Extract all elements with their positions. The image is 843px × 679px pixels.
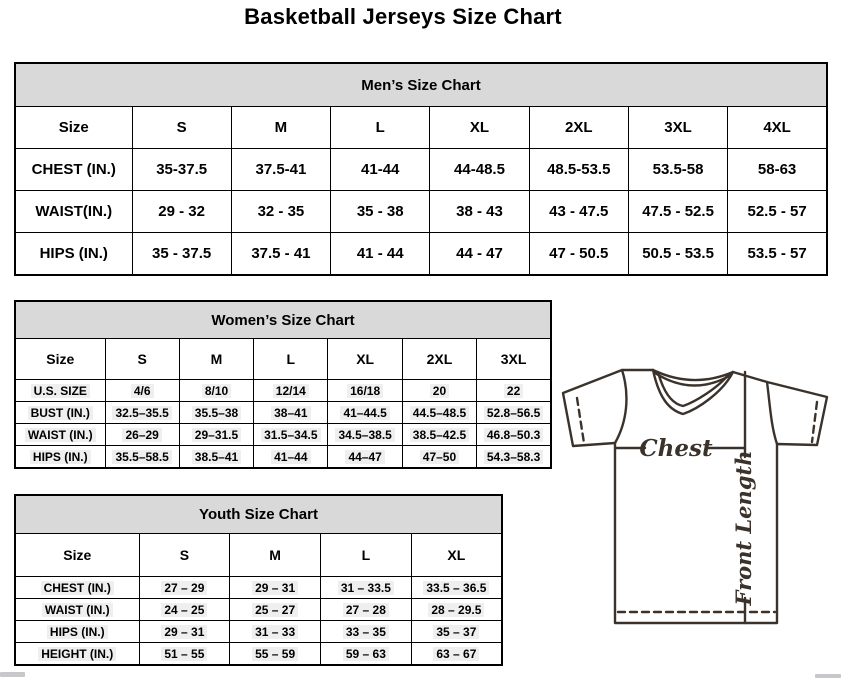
value-cell: 32 - 35 bbox=[231, 191, 330, 233]
value-cell: 44 - 47 bbox=[430, 233, 529, 276]
value-cell: 43 - 47.5 bbox=[529, 191, 628, 233]
women-measurement-row bbox=[15, 380, 551, 402]
value-cell: 38 - 43 bbox=[430, 191, 529, 233]
womens-size-table bbox=[14, 300, 552, 469]
size-column-header: XL bbox=[430, 107, 529, 149]
youth-size-header-row bbox=[15, 534, 502, 577]
value-cell: 26–29 bbox=[105, 424, 179, 446]
page-title: Basketball Jerseys Size Chart bbox=[244, 4, 562, 29]
value-cell: 52.5 - 57 bbox=[728, 191, 827, 233]
size-column-header: S bbox=[139, 534, 230, 577]
value-cell: 47 - 50.5 bbox=[529, 233, 628, 276]
front-length-label: Front Length bbox=[731, 450, 756, 606]
value-cell: 25 – 27 bbox=[230, 599, 321, 621]
value-cell: 35 - 37.5 bbox=[132, 233, 231, 276]
women-table-title: Women’s Size Chart bbox=[15, 301, 551, 339]
men-size-header-row bbox=[15, 107, 827, 149]
jersey-diagram bbox=[555, 360, 840, 645]
row-label: HEIGHT (IN.) bbox=[15, 643, 139, 666]
value-cell: 53.5 - 57 bbox=[728, 233, 827, 276]
value-cell: 27 – 28 bbox=[321, 599, 412, 621]
size-column-header: M bbox=[230, 534, 321, 577]
value-cell: 53.5-58 bbox=[628, 149, 727, 191]
value-cell: 29 – 31 bbox=[139, 621, 230, 643]
mens-size-table bbox=[14, 62, 828, 276]
value-cell: 44.5–48.5 bbox=[402, 402, 476, 424]
youth-measurement-row bbox=[15, 643, 502, 666]
value-cell: 52.8–56.5 bbox=[477, 402, 551, 424]
youth-measurement-row bbox=[15, 621, 502, 643]
value-cell: 50.5 - 53.5 bbox=[628, 233, 727, 276]
value-cell: 47–50 bbox=[402, 446, 476, 469]
size-column-header: S bbox=[132, 107, 231, 149]
value-cell: 29–31.5 bbox=[179, 424, 253, 446]
value-cell: 44–47 bbox=[328, 446, 402, 469]
right-cuff-stitch bbox=[812, 402, 817, 442]
value-cell: 35 – 37 bbox=[411, 621, 502, 643]
youth-table-title: Youth Size Chart bbox=[15, 495, 502, 534]
left-armhole-seam bbox=[615, 370, 626, 443]
women-table-title-row bbox=[15, 301, 551, 339]
men-measurement-row bbox=[15, 149, 827, 191]
row-label: WAIST(IN.) bbox=[15, 191, 132, 233]
value-cell: 47.5 - 52.5 bbox=[628, 191, 727, 233]
right-armhole-seam bbox=[767, 382, 777, 444]
women-measurement-row bbox=[15, 446, 551, 469]
size-column-header: 2XL bbox=[402, 339, 476, 380]
value-cell: 35-37.5 bbox=[132, 149, 231, 191]
value-cell: 41-44 bbox=[331, 149, 430, 191]
value-cell: 22 bbox=[477, 380, 551, 402]
value-cell: 41–44.5 bbox=[328, 402, 402, 424]
men-table-title-row bbox=[15, 63, 827, 107]
value-cell: 27 – 29 bbox=[139, 577, 230, 599]
value-cell: 28 – 29.5 bbox=[411, 599, 502, 621]
size-column-header: L bbox=[254, 339, 328, 380]
row-label: CHEST (IN.) bbox=[15, 577, 139, 599]
left-cuff-stitch bbox=[577, 398, 584, 443]
value-cell: 29 – 31 bbox=[230, 577, 321, 599]
men-table-title: Men’s Size Chart bbox=[15, 63, 827, 107]
value-cell: 32.5–35.5 bbox=[105, 402, 179, 424]
men-measurement-row bbox=[15, 233, 827, 276]
value-cell: 35.5–58.5 bbox=[105, 446, 179, 469]
value-cell: 55 – 59 bbox=[230, 643, 321, 666]
size-column-header: M bbox=[231, 107, 330, 149]
men-measurement-row bbox=[15, 191, 827, 233]
value-cell: 51 – 55 bbox=[139, 643, 230, 666]
youth-measurement-row bbox=[15, 599, 502, 621]
size-column-header: XL bbox=[328, 339, 402, 380]
value-cell: 29 - 32 bbox=[132, 191, 231, 233]
value-cell: 12/14 bbox=[254, 380, 328, 402]
size-column-header: 2XL bbox=[529, 107, 628, 149]
value-cell: 35 - 38 bbox=[331, 191, 430, 233]
value-cell: 34.5–38.5 bbox=[328, 424, 402, 446]
size-header-label: Size bbox=[15, 339, 105, 380]
scrollbar-right-fragment[interactable] bbox=[815, 674, 841, 678]
size-column-header: 4XL bbox=[728, 107, 827, 149]
value-cell: 38.5–41 bbox=[179, 446, 253, 469]
value-cell: 48.5-53.5 bbox=[529, 149, 628, 191]
value-cell: 24 – 25 bbox=[139, 599, 230, 621]
row-label: WAIST (IN.) bbox=[15, 424, 105, 446]
value-cell: 35.5–38 bbox=[179, 402, 253, 424]
size-column-header: 3XL bbox=[477, 339, 551, 380]
size-column-header: M bbox=[179, 339, 253, 380]
row-label: BUST (IN.) bbox=[15, 402, 105, 424]
value-cell: 33.5 – 36.5 bbox=[411, 577, 502, 599]
value-cell: 37.5-41 bbox=[231, 149, 330, 191]
youth-table-title-row bbox=[15, 495, 502, 534]
size-column-header: L bbox=[331, 107, 430, 149]
value-cell: 54.3–58.3 bbox=[477, 446, 551, 469]
row-label: HIPS (IN.) bbox=[15, 446, 105, 469]
value-cell: 31 – 33.5 bbox=[321, 577, 412, 599]
size-header-label: Size bbox=[15, 534, 139, 577]
value-cell: 33 – 35 bbox=[321, 621, 412, 643]
row-label: HIPS (IN.) bbox=[15, 621, 139, 643]
value-cell: 20 bbox=[402, 380, 476, 402]
value-cell: 59 – 63 bbox=[321, 643, 412, 666]
size-column-header: XL bbox=[411, 534, 502, 577]
youth-measurement-row bbox=[15, 577, 502, 599]
value-cell: 38.5–42.5 bbox=[402, 424, 476, 446]
value-cell: 38–41 bbox=[254, 402, 328, 424]
value-cell: 41–44 bbox=[254, 446, 328, 469]
youth-size-table bbox=[14, 494, 503, 666]
row-label: WAIST (IN.) bbox=[15, 599, 139, 621]
chest-label: Chest bbox=[639, 435, 713, 462]
value-cell: 16/18 bbox=[328, 380, 402, 402]
size-column-header: L bbox=[321, 534, 412, 577]
row-label: HIPS (IN.) bbox=[15, 233, 132, 276]
value-cell: 44-48.5 bbox=[430, 149, 529, 191]
value-cell: 63 – 67 bbox=[411, 643, 502, 666]
women-size-header-row bbox=[15, 339, 551, 380]
value-cell: 58-63 bbox=[728, 149, 827, 191]
value-cell: 31.5–34.5 bbox=[254, 424, 328, 446]
size-column-header: S bbox=[105, 339, 179, 380]
size-header-label: Size bbox=[15, 107, 132, 149]
value-cell: 46.8–50.3 bbox=[477, 424, 551, 446]
row-label: CHEST (IN.) bbox=[15, 149, 132, 191]
value-cell: 41 - 44 bbox=[331, 233, 430, 276]
row-label: U.S. SIZE bbox=[15, 380, 105, 402]
women-measurement-row bbox=[15, 402, 551, 424]
value-cell: 37.5 - 41 bbox=[231, 233, 330, 276]
value-cell: 4/6 bbox=[105, 380, 179, 402]
size-column-header: 3XL bbox=[628, 107, 727, 149]
value-cell: 8/10 bbox=[179, 380, 253, 402]
value-cell: 31 – 33 bbox=[230, 621, 321, 643]
scrollbar-left-fragment[interactable] bbox=[0, 672, 25, 677]
women-measurement-row bbox=[15, 424, 551, 446]
